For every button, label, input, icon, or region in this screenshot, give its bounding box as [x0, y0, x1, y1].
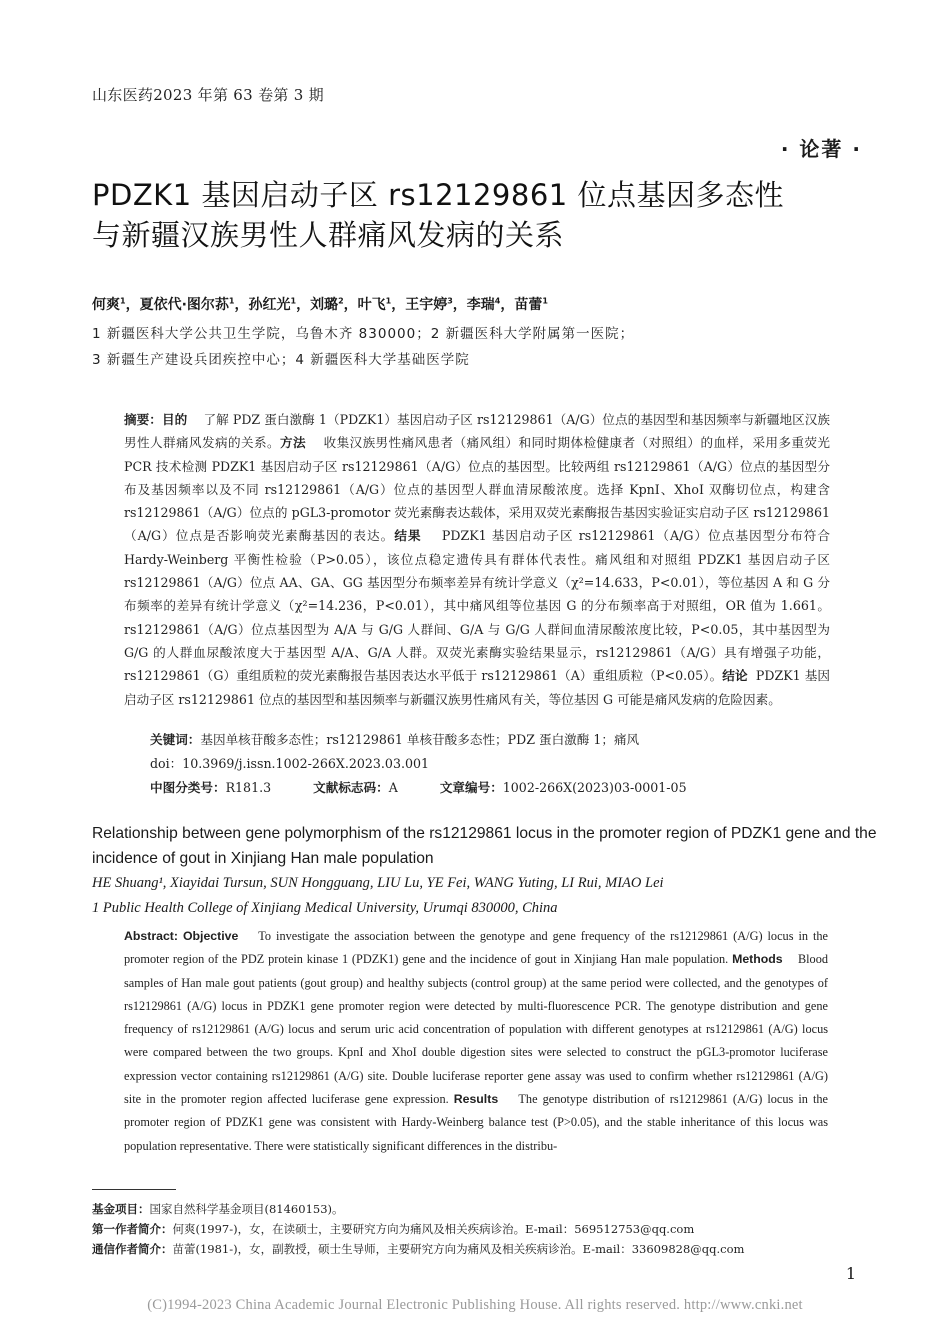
affiliation-line-1: 1 新疆医科大学公共卫生学院，乌鲁木齐 830000；2 新疆医科大学附属第一医院； [92, 326, 635, 342]
first-author-label: 第一作者简介： [92, 1222, 173, 1236]
corr-author-text: 苗蕾(1981-)，女，副教授，硕士生导师，主要研究方向为痛风及相关疾病诊治。E-mail：33609828@qq.com [172, 1242, 745, 1256]
en-methods-label: Methods [732, 952, 783, 967]
affiliation-line-2: 3 新疆生产建设兵团疾控中心；4 新疆医科大学基础医学院 [92, 352, 470, 368]
paper-title [92, 175, 872, 255]
english-abstract [124, 925, 828, 1158]
footnote-divider [92, 1189, 176, 1190]
keywords [150, 729, 639, 748]
fund-text: 国家自然科学基金项目(81460153)。 [149, 1202, 344, 1216]
results-label: 结果 [394, 528, 422, 544]
author-aff: 3 [447, 296, 453, 306]
author-aff: 1 [542, 296, 548, 306]
copyright-footer: (C)1994-2023 China Academic Journal Electronic Publishing House. All rights reserved. http://www.cnki.net [147, 1297, 803, 1313]
journal-header: 山东医药2023 年第 63 卷第 3 期 [92, 86, 324, 104]
footnote-fund [92, 1201, 344, 1217]
en-objective-label: Objective [182, 929, 239, 943]
methods-label: 方法 [279, 435, 306, 451]
conclusion-label: 结论 [722, 668, 748, 684]
section-tag: · 论著 · [780, 137, 862, 161]
doi: doi：10.3969/j.issn.1002-266X.2023.03.001 [150, 756, 429, 771]
conclusion-text: PDZK1 基因启动子区 rs12129861 位点的基因型和基因频率与新疆汉族男性痛风有关，等位基因 G 可能是痛风发病的危险因素。 [124, 668, 831, 707]
author: 苗蕾 [514, 297, 543, 313]
abstract-cn [124, 408, 830, 711]
results-text: PDZK1 基因启动子区 rs12129861（A/G）位点基因型分布符合 Hardy-Weinberg 平衡性检验（P>0.05），该位点稳定遗传具有群体代表性。痛风组和对照组 PDZK1 基因启动子区 rs12129861（A/G）位点 AA、GA、GG 基因型分布频率差异有统计学意义（χ²=14.633，P<0.01），等位基因 A 和 G 分布频率的差异有统计学意义（χ²=14.236，P<0.01），其中痛风组等位基因 G 的分布频率高于对照组，OR 值为 1.661。rs12129861（A/G）位点基因型为 A/A 与 G/G 人群间、G/A 与 G/G 人群间血清尿酸浓度比较，P<0.05，其中基因型为 G/G 的人群血尿酸浓度大于基因型 A/A、G/A 人群。双荧光素酶实验结果显示，rs12129861（A/G）具有增强子功能，rs12129861（G）重组质粒的荧光素酶报告基因表达水平低于 rs12129861（A）重组质粒（P<0.05）。 [124, 528, 831, 684]
author: 叶飞 [357, 297, 386, 313]
first-author-text: 何爽(1997-)，女，在读硕士，主要研究方向为痛风及相关疾病诊治。E-mail：569512753@qq.com [172, 1222, 695, 1236]
clc-label: 中图分类号： [150, 780, 226, 795]
english-affiliation: 1 Public Health College of Xinjiang Medical University, Urumqi 830000, China [92, 900, 558, 916]
author-aff: 1 [385, 296, 392, 306]
article-no-label: 文章编号： [439, 780, 503, 795]
doc-code-value: A [388, 780, 398, 795]
english-title: Relationship between gene polymorphism of the rs12129861 locus in the promoter region of PDZK1 gene and the incidence of gout in Xinjiang Han male population [92, 825, 877, 867]
author: 何爽 [92, 297, 120, 313]
classification-line [150, 777, 830, 796]
keywords-text: 基因单核苷酸多态性；rs12129861 单核苷酸多态性；PDZ 蛋白激酶 1；痛风 [200, 732, 640, 747]
en-abstract-label: Abstract: [124, 929, 178, 943]
author-aff: 2 [338, 296, 344, 306]
author: 孙红光 [248, 297, 291, 313]
methods-text: 收集汉族男性痛风患者（痛风组）和同时期体检健康者（对照组）的血样，采用多重荧光 PCR 技术检测 PDZK1 基因启动子区 rs12129861（A/G）位点的基因型。比较两组 rs12129861（A/G）位点的基因型分布及基因频率以及不同 rs12129861（A/G）位点的基因型人群血清尿酸浓度。选择 KpnI、XhoI 双酶切位点，构建含 rs12129861（A/G）位点的 pGL3-promotor 荧光素酶表达载体，采用双荧光素酶报告基因实验证实启动子区 rs12129861（A/G）位点是否影响荧光素酶基因的表达。 [124, 435, 831, 544]
title-line-2: 与新疆汉族男性人群痛风发病的关系 [92, 218, 565, 252]
en-methods-text: Blood samples of Han male gout patients (gout group) and healthy subjects (control group) at the same period were collected, and the genotypes of rs12129861 (A/G) locus in PDZK1 gene promoter region were detected by multi-fluorescence PCR. The genotype distribution and gene frequency of rs12129861 (A/G) locus and serum uric acid concentration of population with different genotypes at rs12129861 (A/G) locus were compared between the two groups. KpnI and XhoI double digestion sites were selected to construct the pGL3-promotor luciferase expression vector containing rs12129861 (A/G) site. Double luciferase reporter gene assay was used to confirm whether rs12129861 (A/G) site in the promoter region affected luciferase gene expression. [124, 952, 829, 1107]
english-authors: HE Shuang¹, Xiayidai Tursun, SUN Hongguang, LIU Lu, YE Fei, WANG Yuting, LI Rui, MIAO Lei [92, 875, 664, 891]
doc-code-label: 文献标志码： [313, 780, 389, 795]
author: 刘璐 [310, 297, 339, 313]
page-number: 1 [845, 1264, 856, 1283]
article-no-value: 1002-266X(2023)03-0001-05 [502, 780, 687, 795]
objective-text: 了解 PDZ 蛋白激酶 1（PDZK1）基因启动子区 rs12129861（A/G）位点的基因型和基因频率与新疆地区汉族男性人群痛风发病的关系。 [124, 412, 831, 451]
footnote-corresponding-author [92, 1241, 744, 1257]
keywords-label: 关键词： [150, 732, 201, 747]
en-results-text: The genotype distribution of rs12129861 (A/G) locus in the promoter region of PDZK1 gene was consistent with Hardy-Weinberg balance test (P>0.05), and the stable inheritance of this locus was population representative. There were statistically significant differences in the distribu- [124, 1092, 829, 1153]
author-aff: 1 [290, 296, 297, 306]
title-line-1: PDZK1 基因启动子区 rs12129861 位点基因多态性 [92, 178, 784, 212]
corr-author-label: 通信作者简介： [92, 1242, 173, 1256]
en-objective-text: To investigate the association between the genotype and gene frequency of the rs12129861 (A/G) locus in the promoter region of the PDZ protein kinase 1 (PDZK1) gene and the incidence of gout in Xinjiang Han male population. [124, 929, 829, 967]
author: 王宇婷 [405, 297, 448, 313]
author-list: 何爽$^1$，夏依代·图尔荪$^1$，孙红光$^1$，刘璐$^2$，叶飞$^1$，王宇婷$^3$，李瑞$^4$，苗蕾$^1$ [92, 296, 548, 313]
en-results-label: Results [453, 1092, 499, 1107]
fund-label: 基金项目： [92, 1202, 150, 1216]
author-aff: 4 [494, 296, 501, 306]
objective-label: 目的 [161, 412, 188, 427]
author: 夏依代·图尔荪 [139, 297, 229, 313]
abstract-label: 摘要： [124, 412, 162, 427]
author: 李瑞 [466, 297, 495, 313]
author-aff: 1 [228, 296, 235, 306]
author-aff: 1 [120, 296, 126, 306]
footnote-first-author [92, 1221, 694, 1237]
clc-value: R181.3 [225, 780, 272, 795]
